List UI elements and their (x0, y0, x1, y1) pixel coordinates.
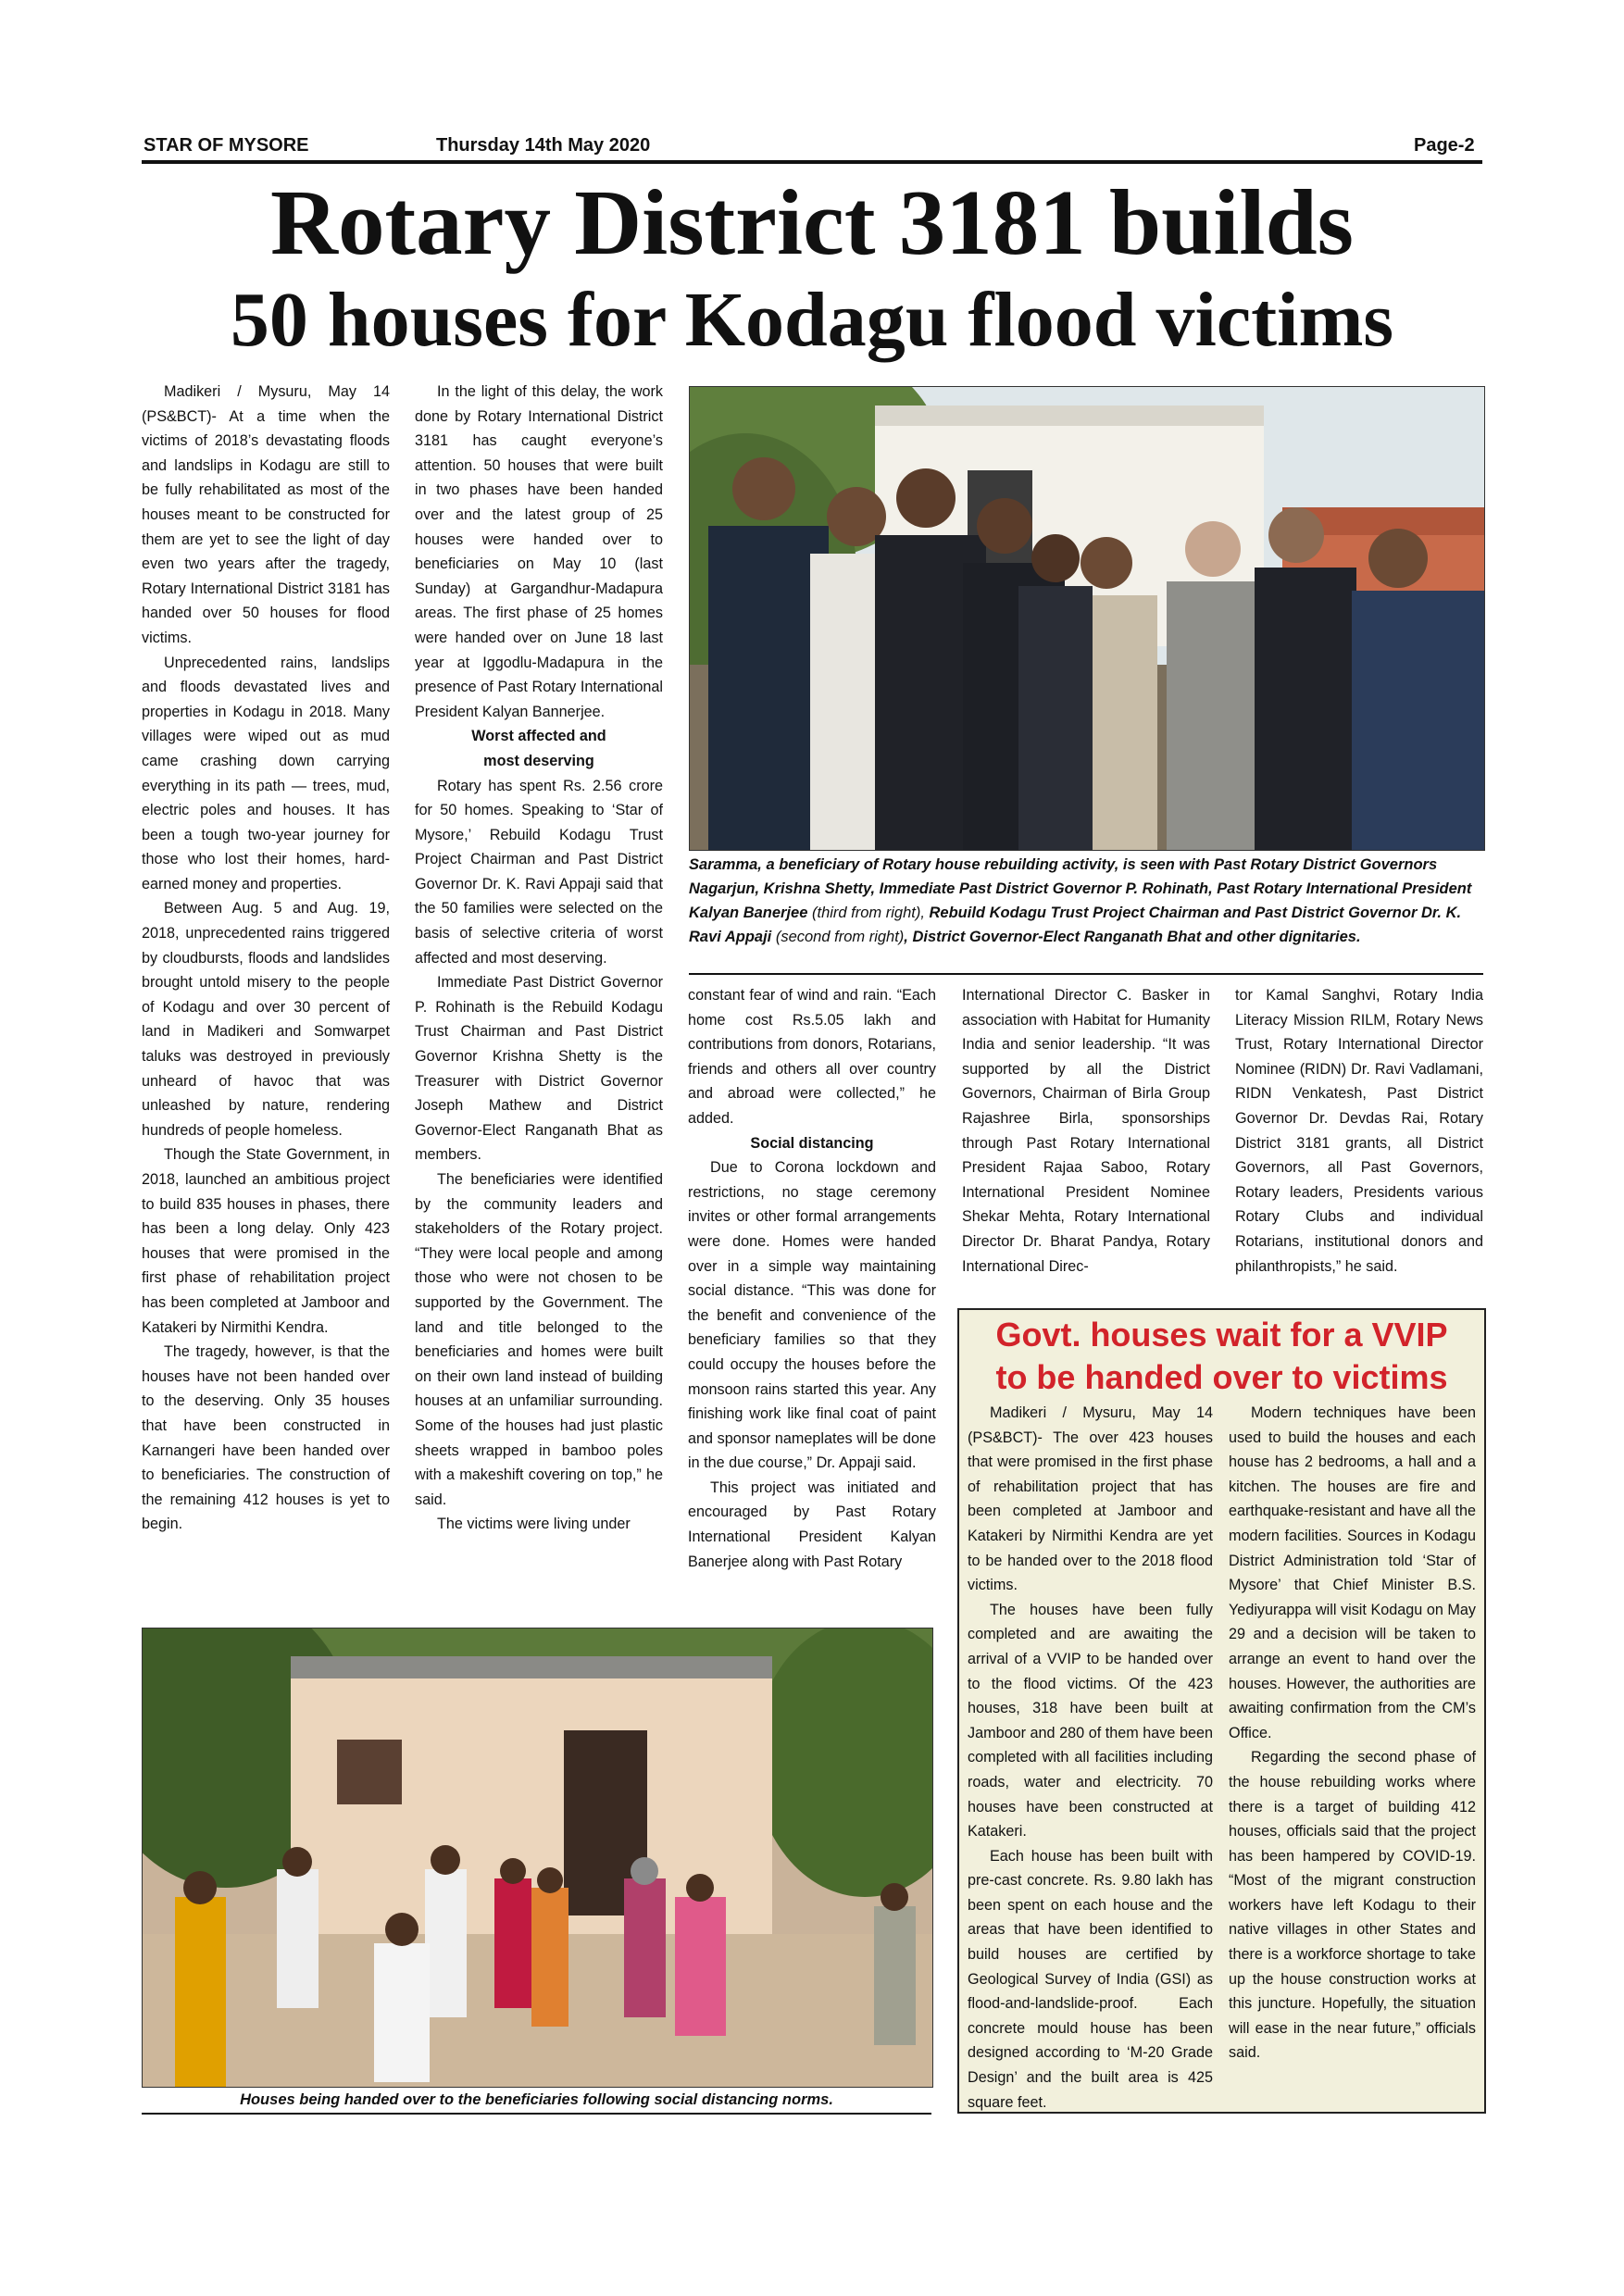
photo-dignitaries-illustration (690, 387, 1484, 850)
paragraph: Between Aug. 5 and Aug. 19, 2018, unprecedented rains triggered by cloudbursts, floods and landslides brought untold misery to the people of Kodagu and over 30 percent of land in Madikeri and Somwarpet taluks was destroyed in previously unheard of havoc that was unleashed by nature, rendering hundreds of people homeless. (142, 900, 390, 1139)
caption-part: , District Governor-Elect Ranganath Bhat and other dignitaries. (904, 929, 1361, 945)
paragraph: International Director C. Basker in association with Habitat for Humanity India and senior leadership. “It was supported by all the District Governors, Chairman of Birla Group Rajashree Birla, sponsorships through Past Rotary International President Rajaa Saboo, Rotary International President Nominee Shekar Mehta, Rotary International Director Dr. Bharat Pandya, Rotary International Direc- (962, 987, 1210, 1275)
paragraph: The tragedy, however, is that the houses have not been handed over to the deserving. Only 35 houses that have been constructed in Karnangeri have been handed over to beneficiaries. The construction of the remaining 412 houses is yet to begin. (142, 1343, 390, 1533)
paragraph: Madikeri / Mysuru, May 14 (PS&BCT)- At a time when the victims of 2018’s devastating floods and landslips in Kodagu are still to be fully rehabilitated as most of the houses meant to be constructed for them are yet to see the light of day even two years after the tragedy, Rotary International District 3181 has handed over 50 houses for flood victims. (142, 383, 390, 646)
subheading-most-deserving: most deserving (483, 752, 594, 769)
paragraph: constant fear of wind and rain. “Each home cost Rs.5.05 lakh and contributions from donors, Rotarians, friends and others all over country and abroad were collected,” he added. (688, 987, 936, 1127)
photo-dignitaries-caption (689, 853, 1483, 949)
sidebar-headline-line-2: to be handed over to victims (995, 1358, 1448, 1396)
sidebar-column-2 (1229, 1401, 1476, 2065)
caption-rule (142, 2113, 931, 2115)
article-column-2 (415, 380, 663, 1537)
subheading-worst-affected: Worst affected and (471, 728, 606, 745)
photo-dignitaries-group (689, 386, 1485, 851)
headline-line-1: Rotary District 3181 builds (270, 170, 1354, 274)
masthead-date: Thursday 14th May 2020 (436, 135, 651, 156)
sidebar-headline-line-1: Govt. houses wait for a VVIP (995, 1316, 1448, 1354)
caption-part: (second from right) (771, 929, 905, 945)
caption-part: (third from right), (807, 905, 930, 921)
paragraph: This project was initiated and encouraged by Past Rotary International President Kalyan Banerjee along with Past Rotary (688, 1479, 936, 1570)
caption-rule (689, 973, 1483, 975)
article-column-4 (962, 983, 1210, 1279)
paragraph: Immediate Past District Governor P. Rohinath is the Rebuild Kodagu Trust Chairman and Past District Governor Krishna Shetty is the Treasurer with District Governor Joseph Mathew and District Governor-Elect Ranganath Bhat as members. (415, 974, 663, 1164)
paragraph: Due to Corona lockdown and restrictions, no stage ceremony invites or other formal arrangements were done. Homes were handed over in a simple way maintaining social distance. “This was done for the benefit and convenience of the beneficiary families so that they could occupy the houses before the monsoon rains started this year. Any finishing work like final coat of paint and sponsor nameplates will be done in the due course,” Dr. Appaji said. (688, 1159, 936, 1472)
photo-house-handover-illustration (143, 1628, 932, 2087)
sidebar-column-1 (968, 1401, 1213, 2115)
masthead-paper-name: STAR OF MYSORE (144, 135, 309, 156)
paragraph: Madikeri / Mysuru, May 14 (PS&BCT)- The over 423 houses that were promised in the first phase of rehabilitation project that has been completed at Jamboor and Katakeri by Nirmithi Kendra are yet to be handed over to the 2018 flood victims. (968, 1404, 1213, 1594)
paragraph: tor Kamal Sanghvi, Rotary India Literacy Mission RILM, Rotary News Trust, Rotary International Director Nominee (RIDN) Dr. Ravi Vadlamani, RIDN Venkatesh, Past District Governor Dr. Devdas Rai, Rotary District 3181 grants, all District Governors, all Past Governors, Rotary leaders, Presidents various Rotary Clubs and individual Rotarians, institutional donors and philanthropists,” he said. (1235, 987, 1483, 1275)
paragraph: In the light of this delay, the work done by Rotary International District 3181 has caught everyone’s attention. 50 houses that were built in two phases have been handed over and the latest group of 25 houses were handed over to beneficiaries on May 10 (last Sunday) at Gargandhur-Madapura areas. The first phase of 25 homes were handed over on June 18 last year at Iggodlu-Madapura in the presence of Past Rotary International President Kalyan Bannerjee. (415, 383, 663, 720)
masthead-page-number: Page-2 (1414, 135, 1475, 156)
masthead-rule (142, 160, 1482, 164)
photo-house-handover (142, 1628, 933, 2088)
caption-part: Saramma, a beneficiary of Rotary house rebuilding activity, is seen with Past Rotary District Governors Nagarjun, Krishna Shetty, Immediate Past District Governor P. Rohinath, Past Rotary International President Kalyan Banerjee (689, 856, 1472, 921)
paragraph: Unprecedented rains, landslips and floods devastated lives and properties in Kodagu in 2018. Many villages were wiped out as mud came crashing down carrying everything in its path — trees, mud, electric poles and houses. It has been a tough two-year journey for those who lost their homes, hard-earned money and properties. (142, 654, 390, 892)
sidebar-box (957, 1308, 1486, 2114)
paragraph: The victims were living under (437, 1516, 631, 1533)
paragraph: Modern techniques have been used to build the houses and each house has 2 bedrooms, a hall and a kitchen. The houses are fire and earthquake-resistant and have all the modern facilities. Sources in Kodagu District Administration told ‘Star of Mysore’ that Chief Minister B.S. Yediyurappa will visit Kodagu on May 29 and a decision will be taken to arrange an event to hand over the houses. However, the authorities are awaiting confirmation from the CM’s Office. (1229, 1404, 1476, 1741)
subheading-social-distancing: Social distancing (750, 1134, 874, 1152)
article-column-1 (142, 380, 390, 1537)
paragraph: Each house has been built with pre-cast concrete. Rs. 9.80 lakh has been spent on each house and the areas that have been identified to build houses are certified by Geological Survey of India (GSI) as flood-and-landslide-proof. Each concrete mould house has been designed according to ‘M-20 Grade Design’ and the built area is 425 square feet. (968, 1847, 1213, 2111)
paragraph: The beneficiaries were identified by the community leaders and stakeholders of the Rotary project. “They were local people and among those who were not chosen to be supported by the Government. The land and title belonged to the beneficiaries and homes were built on their own land instead of building houses at an unfamiliar surrounding. Some of the houses had just plastic sheets wrapped in bamboo poles with a makeshift covering on top,” he said. (415, 1171, 663, 1508)
paragraph: The houses have been fully completed and are awaiting the arrival of a VVIP to be handed over to the flood victims. Of the 423 houses, 318 have been built at Jamboor and 280 of them have been completed with all facilities including roads, water and electricity. 70 houses have been constructed at Katakeri. (968, 1601, 1213, 1841)
paragraph: Rotary has spent Rs. 2.56 crore for 50 homes. Speaking to ‘Star of Mysore,’ Rebuild Kodagu Trust Project Chairman and Past District Governor Dr. K. Ravi Appaji said that the 50 families were selected on the basis of selective criteria of worst affected and most deserving. (415, 777, 663, 967)
article-column-5 (1235, 983, 1483, 1279)
caption-part: Rebuild Kodagu Trust Project Chairman and Past District Governor Dr. K. Ravi Appaji (689, 905, 1462, 945)
headline-line-2: 50 houses for Kodagu flood victims (230, 277, 1394, 363)
article-column-3 (688, 983, 936, 1574)
paragraph: Regarding the second phase of the house rebuilding works where there is a target of building 412 houses, officials said that the project has been hampered by COVID-19. “Most of the migrant construction workers have left Kodagu to their native villages in other States and there is a workforce shortage to take up the house construction works at this juncture. Hopefully, the situation will ease in the near future,” officials said. (1229, 1749, 1476, 2062)
photo-handover-caption: Houses being handed over to the beneficiaries following social distancing norms. (240, 2091, 833, 2108)
paragraph: Though the State Government, in 2018, launched an ambitious project to build 835 houses in phases, there has been a long delay. Only 423 houses that were promised in the first phase of rehabilitation project has been completed at Jamboor and Katakeri by Nirmithi Kendra. (142, 1146, 390, 1336)
